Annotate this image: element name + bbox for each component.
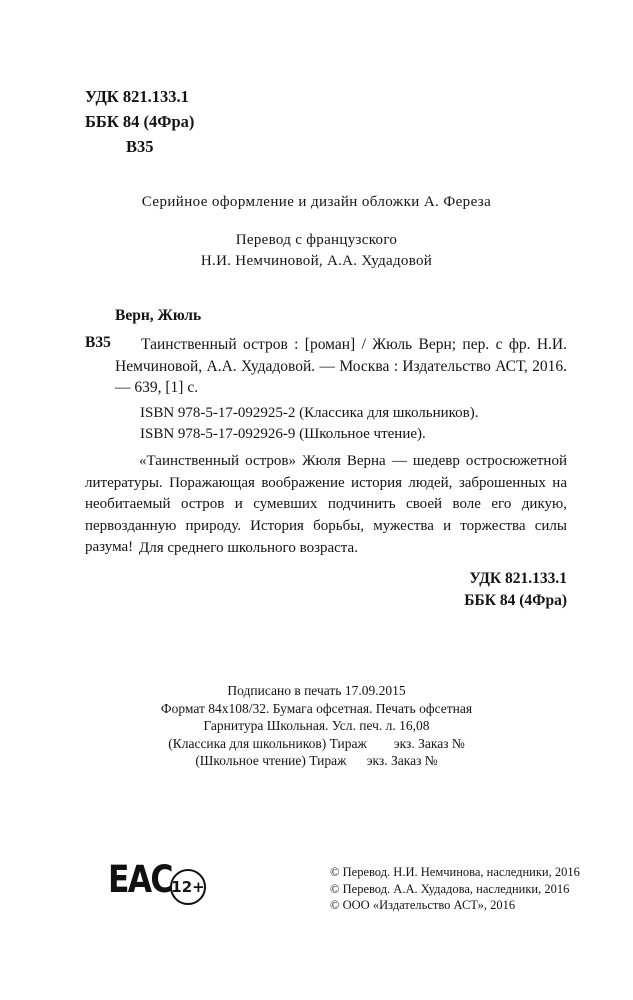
translation-heading: Перевод с французского [235, 232, 398, 248]
udk-code: УДК 821.133.1 [85, 87, 189, 106]
isbn-line-1: ISBN 978-5-17-092925-2 (Классика для школьников). [140, 405, 479, 421]
author-name: Верн, Жюль [115, 307, 202, 324]
series-design-credit: Серийное оформление и дизайн обложки А. Фереза [141, 194, 492, 210]
print-line: (Школьное чтение) Тираж экз. Заказ № [195, 753, 438, 768]
print-line: Гарнитура Школьная. Усл. печ. л. 16,08 [203, 718, 430, 733]
print-imprint-block [0, 682, 633, 770]
annotation-text: «Таинственный остров» Жюля Верна — шедевр остросюжетной литературы. Поражающая воображение история людей, заброшенных на необитаемый остров и сумевших подчинить своей воле его дикую, первозданную природу. История борьбы, мужества и торжества силы разума! [85, 453, 567, 555]
copyright-line: © Перевод. Н.И. Немчинова, наследники, 2016 [330, 865, 580, 879]
age-rating-badge [170, 869, 206, 905]
isbn-block [140, 403, 580, 445]
copyright-line: © Перевод. А.А. Худадова, наследники, 2016 [330, 881, 570, 896]
author-sign-code: В35 [126, 137, 154, 156]
translation-credit [0, 230, 633, 272]
print-line: (Классика для школьников) Тираж экз. Заказ № [168, 735, 465, 751]
copyright-line: © ООО «Издательство АСТ», 2016 [330, 898, 516, 912]
print-line: Подписано в печать 17.09.2015 [227, 683, 406, 698]
age-rating-label: 12+ [171, 878, 205, 896]
catalog-card-entry: Таинственный остров : [роман] / Жюль Верн; пер. с фр. Н.И. Немчиновой, А.А. Худадовой. — Москва : Издательство АСТ, 2016. — 639, [1] с. [115, 336, 567, 396]
isbn-line-2: ISBN 978-5-17-092926-9 (Школьное чтение). [140, 426, 426, 442]
bbk-code: ББК 84 (4Фра) [85, 112, 195, 131]
bibliographic-codes-bottom [464, 568, 567, 612]
translators-names: Н.И. Немчиновой, А.А. Худадовой [200, 253, 433, 269]
bbk-code-bottom: ББК 84 (4Фра) [464, 592, 567, 609]
print-line: Формат 84х108/32. Бумага офсетная. Печать офсетная [160, 700, 473, 716]
udk-code-bottom: УДК 821.133.1 [469, 570, 567, 587]
age-audience-note: Для среднего школьного возраста. [139, 540, 358, 556]
catalog-card-code: В35 [85, 334, 111, 351]
bibliographic-codes-top [85, 84, 194, 159]
eac-conformity-mark-icon: ЕАС [108, 858, 172, 901]
copyright-block [330, 864, 580, 914]
